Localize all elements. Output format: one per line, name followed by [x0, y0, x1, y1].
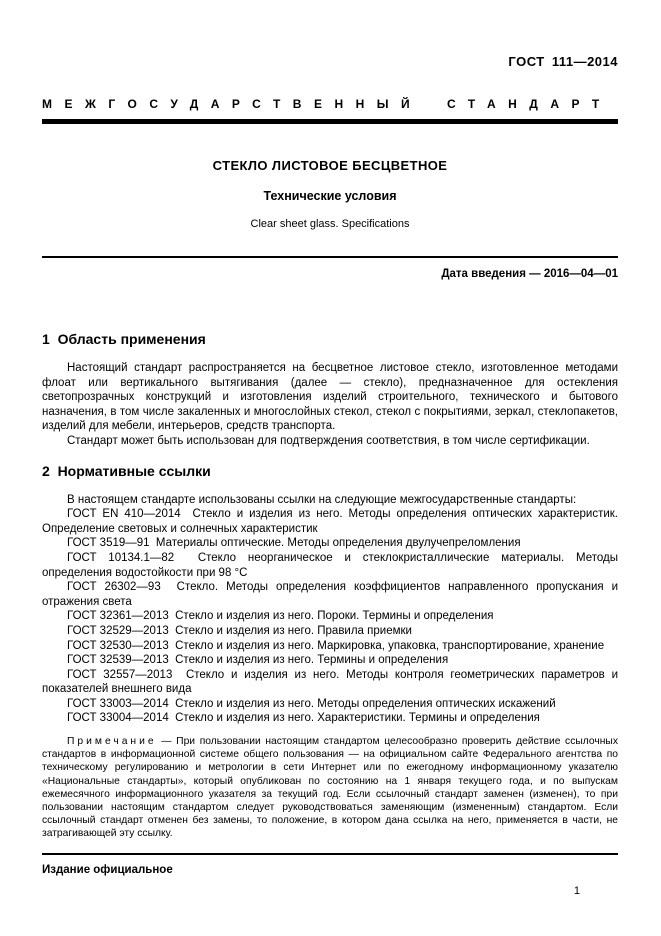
reference-item: ГОСТ EN 410—2014 Стекло и изделия из него. Методы определения оптических характеристик. Определение световых и солнечных характеристик: [42, 508, 618, 535]
scope-paragraph-1: Настоящий стандарт распространяется на бесцветное листовое стекло, изготовленное методами флоат или вертикального вытягивания (далее — стекло), предназначенное для остекления светопрозрачных конструкций и изготовления изделий строительного, технического и бытового назначения, в том числе закаленных и многослойных стекол, стекол с покрытиями, зеркал, стеклопакетов, изделий для мебели, интерьеров, средств транспорта.: [42, 362, 618, 433]
note-text: — При пользовании настоящим стандартом целесообразно проверить действие ссылочных стандартов в информационной системе общего пользования — на официальном сайте Федерального агентства по техническому регулированию и метрологии в сети Интернет или по ежегодному информационному указателю «Национальные стандарты», который опубликован по состоянию на 1 января текущего года, и по выпускам ежемесячного информационного указателя за текущий год. Если ссылочный стандарт заменен (изменен), то при пользовании настоящим стандартом следует руководствоваться заменяющим (измененным) стандартом. Если ссылочный стандарт отменен без замены, то положение, в котором дана ссылка на него, применяется в части, не затрагивающей эту ссылку.: [42, 736, 618, 840]
reference-item: ГОСТ 32529—2013 Стекло и изделия из него. Правила приемки: [67, 624, 412, 637]
header-rule: [42, 256, 618, 258]
reference-item: ГОСТ 3519—91 Материалы оптические. Методы определения двулучепреломления: [67, 537, 521, 550]
reference-item: ГОСТ 10134.1—82 Стекло неорганическое и стеклокристаллические материалы. Методы определения водостойкости при 98 °С: [42, 551, 618, 579]
page-number: 1: [573, 884, 580, 897]
doc-subtitle: Технические условия: [263, 189, 397, 203]
reference-item: ГОСТ 32361—2013 Стекло и изделия из него. Пороки. Термины и определения: [67, 610, 494, 623]
scope-paragraph-2: Стандарт может быть использован для подтверждения соответствия, в том числе сертификации.: [67, 434, 590, 447]
references-intro: В настоящем стандарте использованы ссылки на следующие межгосударственные стандарты:: [67, 493, 577, 506]
effective-date: Дата введения — 2016—04—01: [441, 268, 618, 280]
footer-rule: [42, 853, 618, 855]
reference-item: ГОСТ 26302—93 Стекло. Методы определения коэффициентов направленного пропускания и отражения света: [42, 581, 618, 608]
section-2-heading: 2 Нормативные ссылки: [42, 462, 211, 479]
edition-label: Издание официальное: [42, 863, 173, 876]
doc-code: ГОСТ 111—2014: [508, 54, 618, 69]
reference-item: ГОСТ 33003—2014 Стекло и изделия из него. Методы определения оптических искажений: [67, 697, 556, 710]
section-1-heading: 1 Область применения: [42, 331, 206, 347]
banner-rule: [42, 119, 618, 124]
reference-item: ГОСТ 32530—2013 Стекло и изделия из него. Маркировка, упаковка, транспортирование, хранение: [67, 639, 605, 652]
standard-type-banner: МЕЖГОСУДАРСТВЕННЫЙ СТАНДАРТ: [42, 97, 612, 111]
reference-item: ГОСТ 32557—2013 Стекло и изделия из него. Методы контроля геометрических параметров и показателей внешнего вида: [42, 668, 618, 696]
reference-item: ГОСТ 33004—2014 Стекло и изделия из него. Характеристики. Термины и определения: [67, 712, 540, 725]
reference-item: ГОСТ 32539—2013 Стекло и изделия из него. Термины и определения: [67, 654, 449, 667]
doc-title: СТЕКЛО ЛИСТОВОЕ БЕСЦВЕТНОЕ: [212, 158, 448, 173]
references-note: [42, 735, 618, 841]
doc-title-en: Clear sheet glass. Specifications: [250, 218, 410, 230]
note-label: Примечание: [67, 736, 157, 748]
